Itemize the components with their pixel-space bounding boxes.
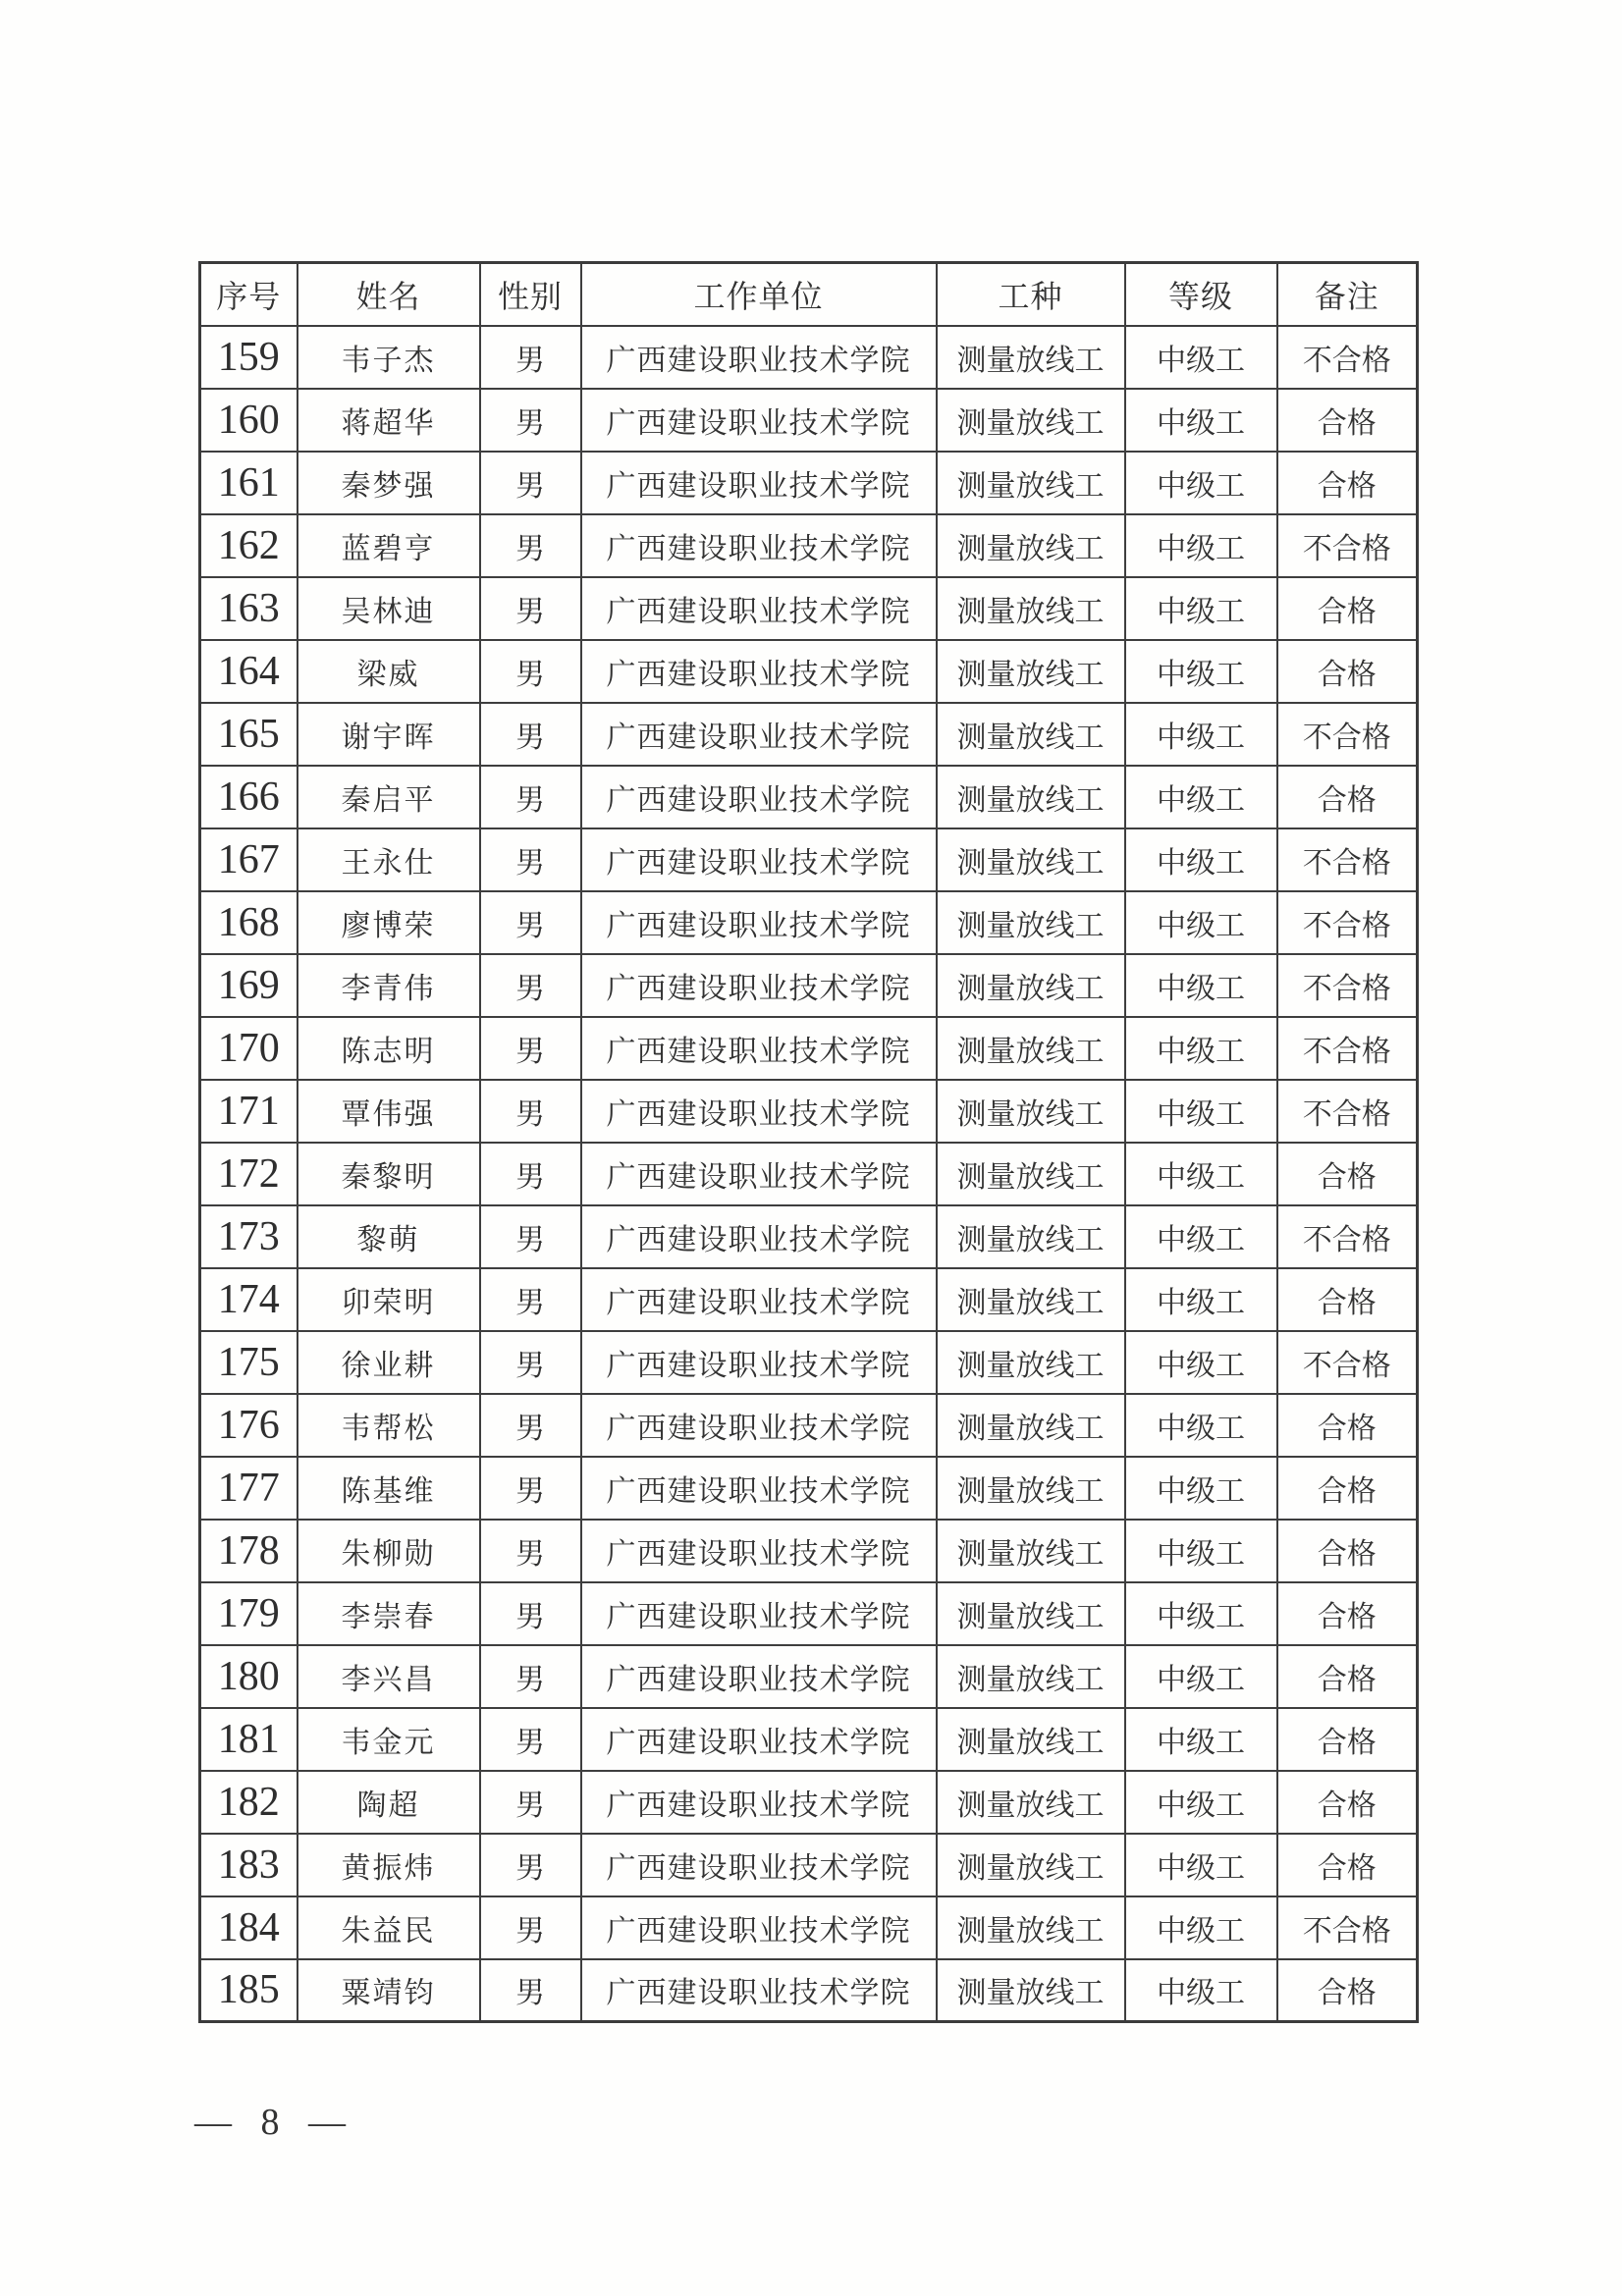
cell-unit: 广西建设职业技术学院 [581, 452, 937, 514]
cell-unit: 广西建设职业技术学院 [581, 1394, 937, 1457]
cell-remark: 合格 [1277, 389, 1418, 452]
cell-remark: 不合格 [1277, 326, 1418, 389]
cell-no: 171 [200, 1080, 297, 1143]
cell-trade: 测量放线工 [937, 1896, 1125, 1959]
table-header-row [200, 263, 1418, 326]
cell-no: 174 [200, 1268, 297, 1331]
cell-name: 李青伟 [297, 954, 480, 1017]
cell-trade: 测量放线工 [937, 891, 1125, 954]
cell-unit: 广西建设职业技术学院 [581, 640, 937, 703]
cell-name: 蒋超华 [297, 389, 480, 452]
cell-unit: 广西建设职业技术学院 [581, 828, 937, 891]
cell-name: 韦帮松 [297, 1394, 480, 1457]
cell-remark: 合格 [1277, 1771, 1418, 1834]
cell-unit: 广西建设职业技术学院 [581, 954, 937, 1017]
table-row [200, 1205, 1418, 1268]
cell-unit: 广西建设职业技术学院 [581, 1268, 937, 1331]
table-row [200, 1457, 1418, 1520]
table-row [200, 1268, 1418, 1331]
cell-no: 162 [200, 514, 297, 577]
cell-gender: 男 [480, 1520, 581, 1582]
cell-grade: 中级工 [1125, 1771, 1277, 1834]
cell-unit: 广西建设职业技术学院 [581, 1959, 937, 2022]
cell-gender: 男 [480, 1457, 581, 1520]
cell-trade: 测量放线工 [937, 1143, 1125, 1205]
header-work-unit: 工作单位 [581, 263, 937, 326]
table-row [200, 1959, 1418, 2022]
cell-unit: 广西建设职业技术学院 [581, 1708, 937, 1771]
cell-trade: 测量放线工 [937, 1959, 1125, 2022]
cell-grade: 中级工 [1125, 1017, 1277, 1080]
table-row [200, 766, 1418, 828]
header-remark: 备注 [1277, 263, 1418, 326]
cell-gender: 男 [480, 452, 581, 514]
cell-no: 172 [200, 1143, 297, 1205]
table-row [200, 1896, 1418, 1959]
cell-remark: 不合格 [1277, 703, 1418, 766]
cell-no: 185 [200, 1959, 297, 2022]
page-number: — 8 — [194, 2102, 355, 2143]
cell-grade: 中级工 [1125, 1205, 1277, 1268]
cell-unit: 广西建设职业技术学院 [581, 577, 937, 640]
cell-gender: 男 [480, 326, 581, 389]
cell-name: 卯荣明 [297, 1268, 480, 1331]
cell-name: 韦子杰 [297, 326, 480, 389]
cell-grade: 中级工 [1125, 389, 1277, 452]
cell-name: 李兴昌 [297, 1645, 480, 1708]
cell-remark: 合格 [1277, 1834, 1418, 1896]
cell-remark: 合格 [1277, 577, 1418, 640]
cell-grade: 中级工 [1125, 452, 1277, 514]
cell-name: 王永仕 [297, 828, 480, 891]
cell-trade: 测量放线工 [937, 1205, 1125, 1268]
cell-unit: 广西建设职业技术学院 [581, 1205, 937, 1268]
cell-grade: 中级工 [1125, 577, 1277, 640]
cell-trade: 测量放线工 [937, 1582, 1125, 1645]
table-row [200, 1834, 1418, 1896]
cell-grade: 中级工 [1125, 828, 1277, 891]
cell-gender: 男 [480, 1959, 581, 2022]
cell-remark: 不合格 [1277, 1205, 1418, 1268]
cell-unit: 广西建设职业技术学院 [581, 1331, 937, 1394]
cell-no: 167 [200, 828, 297, 891]
certification-results-table [198, 261, 1419, 2023]
cell-trade: 测量放线工 [937, 452, 1125, 514]
cell-unit: 广西建设职业技术学院 [581, 1834, 937, 1896]
cell-remark: 合格 [1277, 766, 1418, 828]
cell-grade: 中级工 [1125, 1582, 1277, 1645]
cell-gender: 男 [480, 1708, 581, 1771]
cell-remark: 合格 [1277, 1457, 1418, 1520]
table-row [200, 1582, 1418, 1645]
cell-name: 陈志明 [297, 1017, 480, 1080]
table-row [200, 1520, 1418, 1582]
cell-grade: 中级工 [1125, 891, 1277, 954]
cell-grade: 中级工 [1125, 1834, 1277, 1896]
cell-grade: 中级工 [1125, 1896, 1277, 1959]
cell-grade: 中级工 [1125, 1708, 1277, 1771]
table-row [200, 1080, 1418, 1143]
table-row [200, 452, 1418, 514]
cell-grade: 中级工 [1125, 766, 1277, 828]
table-row [200, 1645, 1418, 1708]
cell-unit: 广西建设职业技术学院 [581, 1896, 937, 1959]
table-row [200, 828, 1418, 891]
cell-trade: 测量放线工 [937, 514, 1125, 577]
cell-remark: 不合格 [1277, 514, 1418, 577]
header-serial-number: 序号 [200, 263, 297, 326]
cell-no: 166 [200, 766, 297, 828]
cell-remark: 不合格 [1277, 1017, 1418, 1080]
cell-no: 165 [200, 703, 297, 766]
cell-remark: 合格 [1277, 1520, 1418, 1582]
cell-grade: 中级工 [1125, 640, 1277, 703]
cell-name: 覃伟强 [297, 1080, 480, 1143]
cell-name: 陶超 [297, 1771, 480, 1834]
cell-trade: 测量放线工 [937, 1771, 1125, 1834]
cell-name: 徐业耕 [297, 1331, 480, 1394]
cell-trade: 测量放线工 [937, 766, 1125, 828]
cell-no: 159 [200, 326, 297, 389]
cell-name: 秦梦强 [297, 452, 480, 514]
cell-unit: 广西建设职业技术学院 [581, 1582, 937, 1645]
cell-remark: 合格 [1277, 1645, 1418, 1708]
table-row [200, 954, 1418, 1017]
cell-gender: 男 [480, 1582, 581, 1645]
cell-gender: 男 [480, 703, 581, 766]
cell-gender: 男 [480, 1143, 581, 1205]
cell-remark: 不合格 [1277, 828, 1418, 891]
cell-trade: 测量放线工 [937, 703, 1125, 766]
table-row [200, 1708, 1418, 1771]
table-row [200, 577, 1418, 640]
cell-gender: 男 [480, 1834, 581, 1896]
cell-name: 梁威 [297, 640, 480, 703]
table-row [200, 640, 1418, 703]
cell-no: 164 [200, 640, 297, 703]
cell-gender: 男 [480, 1205, 581, 1268]
cell-name: 韦金元 [297, 1708, 480, 1771]
cell-no: 163 [200, 577, 297, 640]
cell-remark: 不合格 [1277, 891, 1418, 954]
cell-gender: 男 [480, 640, 581, 703]
table-row [200, 514, 1418, 577]
cell-grade: 中级工 [1125, 1331, 1277, 1394]
cell-trade: 测量放线工 [937, 954, 1125, 1017]
cell-remark: 不合格 [1277, 1896, 1418, 1959]
cell-gender: 男 [480, 1896, 581, 1959]
cell-gender: 男 [480, 1080, 581, 1143]
header-name: 姓名 [297, 263, 480, 326]
cell-trade: 测量放线工 [937, 1017, 1125, 1080]
cell-no: 178 [200, 1520, 297, 1582]
cell-trade: 测量放线工 [937, 1708, 1125, 1771]
cell-unit: 广西建设职业技术学院 [581, 1017, 937, 1080]
cell-remark: 合格 [1277, 452, 1418, 514]
cell-trade: 测量放线工 [937, 1080, 1125, 1143]
cell-remark: 不合格 [1277, 1080, 1418, 1143]
cell-remark: 合格 [1277, 640, 1418, 703]
cell-gender: 男 [480, 766, 581, 828]
cell-trade: 测量放线工 [937, 1394, 1125, 1457]
cell-gender: 男 [480, 1645, 581, 1708]
cell-trade: 测量放线工 [937, 828, 1125, 891]
cell-trade: 测量放线工 [937, 389, 1125, 452]
cell-no: 177 [200, 1457, 297, 1520]
cell-trade: 测量放线工 [937, 1834, 1125, 1896]
cell-trade: 测量放线工 [937, 577, 1125, 640]
table-row [200, 389, 1418, 452]
cell-gender: 男 [480, 828, 581, 891]
cell-trade: 测量放线工 [937, 1268, 1125, 1331]
cell-no: 175 [200, 1331, 297, 1394]
cell-name: 蓝碧亨 [297, 514, 480, 577]
cell-remark: 合格 [1277, 1268, 1418, 1331]
cell-no: 173 [200, 1205, 297, 1268]
cell-name: 李崇春 [297, 1582, 480, 1645]
cell-name: 朱益民 [297, 1896, 480, 1959]
cell-remark: 不合格 [1277, 1331, 1418, 1394]
cell-remark: 合格 [1277, 1143, 1418, 1205]
cell-trade: 测量放线工 [937, 326, 1125, 389]
cell-no: 161 [200, 452, 297, 514]
cell-no: 184 [200, 1896, 297, 1959]
cell-grade: 中级工 [1125, 1268, 1277, 1331]
cell-remark: 合格 [1277, 1394, 1418, 1457]
table-row [200, 1017, 1418, 1080]
cell-name: 廖博荣 [297, 891, 480, 954]
table-row [200, 1394, 1418, 1457]
cell-name: 秦启平 [297, 766, 480, 828]
cell-gender: 男 [480, 1268, 581, 1331]
cell-gender: 男 [480, 1394, 581, 1457]
cell-grade: 中级工 [1125, 954, 1277, 1017]
cell-unit: 广西建设职业技术学院 [581, 766, 937, 828]
cell-unit: 广西建设职业技术学院 [581, 703, 937, 766]
cell-unit: 广西建设职业技术学院 [581, 1143, 937, 1205]
cell-name: 谢宇晖 [297, 703, 480, 766]
cell-grade: 中级工 [1125, 1959, 1277, 2022]
cell-grade: 中级工 [1125, 1394, 1277, 1457]
cell-unit: 广西建设职业技术学院 [581, 1457, 937, 1520]
table-row [200, 891, 1418, 954]
header-trade: 工种 [937, 263, 1125, 326]
cell-gender: 男 [480, 1771, 581, 1834]
cell-grade: 中级工 [1125, 1645, 1277, 1708]
cell-unit: 广西建设职业技术学院 [581, 389, 937, 452]
cell-grade: 中级工 [1125, 514, 1277, 577]
table-row [200, 1143, 1418, 1205]
table-row [200, 1771, 1418, 1834]
cell-trade: 测量放线工 [937, 1457, 1125, 1520]
cell-name: 朱柳勋 [297, 1520, 480, 1582]
cell-remark: 合格 [1277, 1582, 1418, 1645]
cell-trade: 测量放线工 [937, 1331, 1125, 1394]
cell-no: 183 [200, 1834, 297, 1896]
cell-unit: 广西建设职业技术学院 [581, 891, 937, 954]
table-row [200, 326, 1418, 389]
cell-unit: 广西建设职业技术学院 [581, 1771, 937, 1834]
cell-gender: 男 [480, 1017, 581, 1080]
cell-unit: 广西建设职业技术学院 [581, 326, 937, 389]
cell-grade: 中级工 [1125, 1080, 1277, 1143]
cell-name: 秦黎明 [297, 1143, 480, 1205]
cell-gender: 男 [480, 389, 581, 452]
cell-trade: 测量放线工 [937, 640, 1125, 703]
header-gender: 性别 [480, 263, 581, 326]
cell-remark: 合格 [1277, 1959, 1418, 2022]
cell-no: 168 [200, 891, 297, 954]
cell-grade: 中级工 [1125, 1143, 1277, 1205]
table-body [200, 326, 1418, 2022]
cell-no: 169 [200, 954, 297, 1017]
cell-name: 粟靖钧 [297, 1959, 480, 2022]
cell-grade: 中级工 [1125, 326, 1277, 389]
cell-unit: 广西建设职业技术学院 [581, 1520, 937, 1582]
cell-no: 176 [200, 1394, 297, 1457]
cell-name: 陈基维 [297, 1457, 480, 1520]
cell-trade: 测量放线工 [937, 1645, 1125, 1708]
cell-no: 182 [200, 1771, 297, 1834]
table-row [200, 1331, 1418, 1394]
table-row [200, 703, 1418, 766]
cell-gender: 男 [480, 1331, 581, 1394]
cell-no: 170 [200, 1017, 297, 1080]
cell-no: 180 [200, 1645, 297, 1708]
cell-no: 160 [200, 389, 297, 452]
cell-gender: 男 [480, 891, 581, 954]
cell-grade: 中级工 [1125, 1520, 1277, 1582]
cell-unit: 广西建设职业技术学院 [581, 514, 937, 577]
cell-remark: 不合格 [1277, 954, 1418, 1017]
cell-grade: 中级工 [1125, 1457, 1277, 1520]
cell-grade: 中级工 [1125, 703, 1277, 766]
cell-no: 181 [200, 1708, 297, 1771]
header-grade: 等级 [1125, 263, 1277, 326]
cell-gender: 男 [480, 954, 581, 1017]
cell-gender: 男 [480, 514, 581, 577]
cell-unit: 广西建设职业技术学院 [581, 1080, 937, 1143]
cell-name: 黄振炜 [297, 1834, 480, 1896]
cell-name: 吴林迪 [297, 577, 480, 640]
cell-unit: 广西建设职业技术学院 [581, 1645, 937, 1708]
cell-remark: 合格 [1277, 1708, 1418, 1771]
cell-no: 179 [200, 1582, 297, 1645]
cell-name: 黎萌 [297, 1205, 480, 1268]
cell-trade: 测量放线工 [937, 1520, 1125, 1582]
cell-gender: 男 [480, 577, 581, 640]
